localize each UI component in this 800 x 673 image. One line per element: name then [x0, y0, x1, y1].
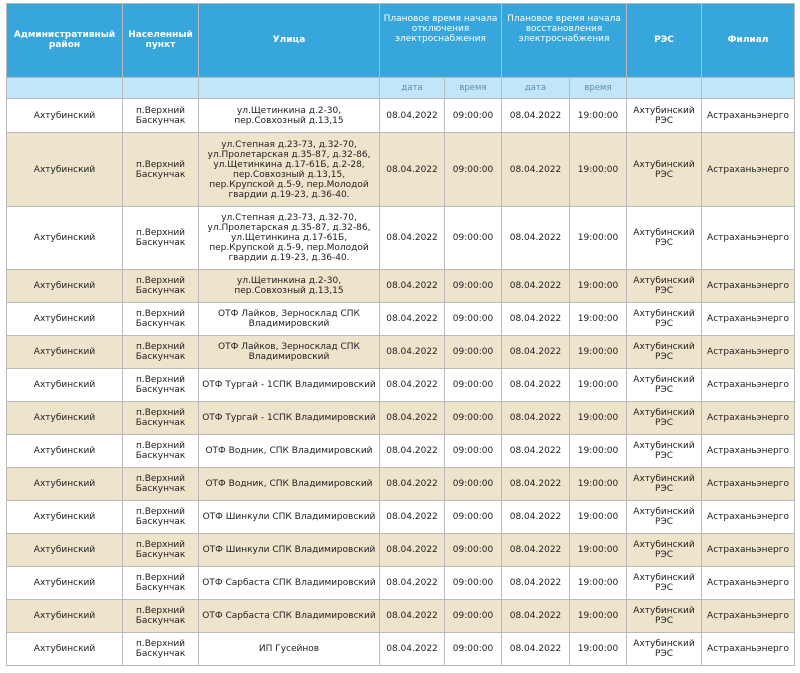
- cell-branch: Астраханьэнерго: [702, 133, 795, 207]
- cell-street: ОТФ Водник, СПК Владимировский: [199, 435, 380, 468]
- header-row: [7, 4, 795, 78]
- cell-on-date: 08.04.2022: [502, 468, 570, 501]
- cell-on-date: 08.04.2022: [502, 270, 570, 303]
- cell-locality: п.Верхний Баскунчак: [123, 501, 199, 534]
- cell-branch: Астраханьэнерго: [702, 369, 795, 402]
- cell-off-time: 09:00:00: [445, 600, 502, 633]
- cell-on-time: 19:00:00: [570, 468, 627, 501]
- cell-res: Ахтубинский РЭС: [627, 468, 702, 501]
- cell-locality: п.Верхний Баскунчак: [123, 633, 199, 666]
- cell-district: Ахтубинский: [7, 501, 123, 534]
- cell-off-time: 09:00:00: [445, 402, 502, 435]
- cell-locality: п.Верхний Баскунчак: [123, 567, 199, 600]
- cell-branch: Астраханьэнерго: [702, 303, 795, 336]
- cell-street: ОТФ Сарбаста СПК Владимировский: [199, 600, 380, 633]
- cell-off-date: 08.04.2022: [380, 567, 445, 600]
- table-row: [7, 633, 795, 666]
- cell-locality: п.Верхний Баскунчак: [123, 270, 199, 303]
- cell-on-date: 08.04.2022: [502, 402, 570, 435]
- cell-street: ИП Гусейнов: [199, 633, 380, 666]
- table-row: [7, 468, 795, 501]
- table-row: [7, 270, 795, 303]
- cell-off-time: 09:00:00: [445, 633, 502, 666]
- subheader-row: [7, 78, 795, 99]
- cell-on-date: 08.04.2022: [502, 633, 570, 666]
- cell-street: ОТФ Шинкули СПК Владимировский: [199, 501, 380, 534]
- cell-district: Ахтубинский: [7, 633, 123, 666]
- table-row: [7, 600, 795, 633]
- cell-off-time: 09:00:00: [445, 435, 502, 468]
- table-row: [7, 303, 795, 336]
- cell-street: ОТФ Тургай - 1СПК Владимировский: [199, 369, 380, 402]
- cell-locality: п.Верхний Баскунчак: [123, 336, 199, 369]
- table-row: [7, 133, 795, 207]
- cell-locality: п.Верхний Баскунчак: [123, 600, 199, 633]
- header-off-time: Плановое время начала отключения электроснабжения: [380, 4, 502, 78]
- cell-locality: п.Верхний Баскунчак: [123, 303, 199, 336]
- cell-street: ОТФ Водник, СПК Владимировский: [199, 468, 380, 501]
- cell-res: Ахтубинский РЭС: [627, 501, 702, 534]
- cell-off-date: 08.04.2022: [380, 303, 445, 336]
- cell-off-time: 09:00:00: [445, 567, 502, 600]
- cell-on-time: 19:00:00: [570, 501, 627, 534]
- cell-branch: Астраханьэнерго: [702, 270, 795, 303]
- cell-branch: Астраханьэнерго: [702, 567, 795, 600]
- cell-off-date: 08.04.2022: [380, 336, 445, 369]
- cell-locality: п.Верхний Баскунчак: [123, 468, 199, 501]
- header-res: РЭС: [627, 4, 702, 78]
- cell-res: Ахтубинский РЭС: [627, 336, 702, 369]
- cell-off-time: 09:00:00: [445, 501, 502, 534]
- cell-branch: Астраханьэнерго: [702, 99, 795, 133]
- cell-off-time: 09:00:00: [445, 336, 502, 369]
- cell-res: Ахтубинский РЭС: [627, 633, 702, 666]
- cell-branch: Астраханьэнерго: [702, 468, 795, 501]
- cell-res: Ахтубинский РЭС: [627, 369, 702, 402]
- cell-on-date: 08.04.2022: [502, 600, 570, 633]
- cell-district: Ахтубинский: [7, 567, 123, 600]
- cell-district: Ахтубинский: [7, 369, 123, 402]
- cell-street: ОТФ Лайков, Зерносклад СПК Владимировский: [199, 336, 380, 369]
- cell-off-time: 09:00:00: [445, 99, 502, 133]
- cell-off-time: 09:00:00: [445, 270, 502, 303]
- cell-on-time: 19:00:00: [570, 133, 627, 207]
- cell-branch: Астраханьэнерго: [702, 336, 795, 369]
- cell-on-time: 19:00:00: [570, 600, 627, 633]
- cell-on-time: 19:00:00: [570, 435, 627, 468]
- cell-locality: п.Верхний Баскунчак: [123, 534, 199, 567]
- cell-res: Ахтубинский РЭС: [627, 133, 702, 207]
- subheader-off-time: время: [445, 78, 502, 99]
- cell-district: Ахтубинский: [7, 336, 123, 369]
- table-row: [7, 567, 795, 600]
- cell-locality: п.Верхний Баскунчак: [123, 435, 199, 468]
- cell-district: Ахтубинский: [7, 468, 123, 501]
- subheader-on-time: время: [570, 78, 627, 99]
- cell-district: Ахтубинский: [7, 133, 123, 207]
- table-row: [7, 369, 795, 402]
- cell-street: ОТФ Шинкули СПК Владимировский: [199, 534, 380, 567]
- cell-res: Ахтубинский РЭС: [627, 567, 702, 600]
- cell-branch: Астраханьэнерго: [702, 207, 795, 270]
- header-restore-time: Плановое время начала восстановления электроснабжения: [502, 4, 627, 78]
- subheader-empty: [123, 78, 199, 99]
- subheader-empty: [702, 78, 795, 99]
- cell-street: ул.Степная д.23-73, д.32-70, ул.Пролетарская д.35-87, д.32-86, ул.Щетинкина д.17-61Б, пер.Крупской д.5-9, пер.Молодой гвардии д.19-23, д.36-40.: [199, 207, 380, 270]
- cell-district: Ахтубинский: [7, 207, 123, 270]
- table-body: [7, 99, 795, 666]
- cell-locality: п.Верхний Баскунчак: [123, 369, 199, 402]
- cell-district: Ахтубинский: [7, 435, 123, 468]
- cell-res: Ахтубинский РЭС: [627, 270, 702, 303]
- outage-schedule-table: [6, 3, 795, 666]
- table-row: [7, 207, 795, 270]
- cell-district: Ахтубинский: [7, 270, 123, 303]
- cell-branch: Астраханьэнерго: [702, 633, 795, 666]
- cell-res: Ахтубинский РЭС: [627, 207, 702, 270]
- cell-branch: Астраханьэнерго: [702, 501, 795, 534]
- table-row: [7, 435, 795, 468]
- cell-locality: п.Верхний Баскунчак: [123, 207, 199, 270]
- cell-district: Ахтубинский: [7, 99, 123, 133]
- cell-on-date: 08.04.2022: [502, 336, 570, 369]
- cell-street: ОТФ Лайков, Зерносклад СПК Владимировский: [199, 303, 380, 336]
- cell-on-time: 19:00:00: [570, 567, 627, 600]
- cell-off-time: 09:00:00: [445, 207, 502, 270]
- cell-locality: п.Верхний Баскунчак: [123, 99, 199, 133]
- cell-on-date: 08.04.2022: [502, 567, 570, 600]
- cell-on-date: 08.04.2022: [502, 501, 570, 534]
- cell-off-date: 08.04.2022: [380, 402, 445, 435]
- cell-on-date: 08.04.2022: [502, 133, 570, 207]
- table-row: [7, 402, 795, 435]
- table-row: [7, 336, 795, 369]
- cell-off-time: 09:00:00: [445, 534, 502, 567]
- subheader-empty: [199, 78, 380, 99]
- cell-on-date: 08.04.2022: [502, 435, 570, 468]
- cell-res: Ахтубинский РЭС: [627, 402, 702, 435]
- table-row: [7, 534, 795, 567]
- cell-off-date: 08.04.2022: [380, 207, 445, 270]
- header-locality: Населенный пункт: [123, 4, 199, 78]
- cell-res: Ахтубинский РЭС: [627, 600, 702, 633]
- cell-locality: п.Верхний Баскунчак: [123, 133, 199, 207]
- cell-street: ул.Щетинкина д.2-30, пер.Совхозный д.13,15: [199, 270, 380, 303]
- cell-on-date: 08.04.2022: [502, 369, 570, 402]
- cell-res: Ахтубинский РЭС: [627, 435, 702, 468]
- cell-on-time: 19:00:00: [570, 534, 627, 567]
- cell-on-time: 19:00:00: [570, 633, 627, 666]
- cell-on-time: 19:00:00: [570, 369, 627, 402]
- cell-branch: Астраханьэнерго: [702, 435, 795, 468]
- cell-branch: Астраханьэнерго: [702, 402, 795, 435]
- cell-on-time: 19:00:00: [570, 207, 627, 270]
- table-row: [7, 99, 795, 133]
- cell-on-time: 19:00:00: [570, 270, 627, 303]
- cell-on-time: 19:00:00: [570, 99, 627, 133]
- cell-off-date: 08.04.2022: [380, 633, 445, 666]
- cell-off-date: 08.04.2022: [380, 600, 445, 633]
- cell-on-date: 08.04.2022: [502, 534, 570, 567]
- cell-street: ул.Степная д.23-73, д.32-70, ул.Пролетарская д.35-87, д.32-86, ул.Щетинкина д.17-61Б, д.2-28, пер.Совхозный д.13,15, пер.Крупской д.5-9, пер.Молодой гвардии д.19-23, д.36-40.: [199, 133, 380, 207]
- cell-off-date: 08.04.2022: [380, 501, 445, 534]
- cell-off-date: 08.04.2022: [380, 534, 445, 567]
- cell-on-date: 08.04.2022: [502, 303, 570, 336]
- cell-off-date: 08.04.2022: [380, 435, 445, 468]
- cell-on-time: 19:00:00: [570, 402, 627, 435]
- subheader-empty: [627, 78, 702, 99]
- cell-off-time: 09:00:00: [445, 133, 502, 207]
- cell-district: Ахтубинский: [7, 402, 123, 435]
- subheader-on-date: дата: [502, 78, 570, 99]
- table-row: [7, 501, 795, 534]
- cell-branch: Астраханьэнерго: [702, 534, 795, 567]
- cell-on-date: 08.04.2022: [502, 99, 570, 133]
- subheader-empty: [7, 78, 123, 99]
- cell-off-time: 09:00:00: [445, 369, 502, 402]
- cell-branch: Астраханьэнерго: [702, 600, 795, 633]
- cell-res: Ахтубинский РЭС: [627, 99, 702, 133]
- header-branch: Филиал: [702, 4, 795, 78]
- cell-district: Ахтубинский: [7, 303, 123, 336]
- cell-off-date: 08.04.2022: [380, 369, 445, 402]
- cell-off-date: 08.04.2022: [380, 133, 445, 207]
- cell-street: ул.Щетинкина д.2-30, пер.Совхозный д.13,15: [199, 99, 380, 133]
- header-street: Улица: [199, 4, 380, 78]
- cell-res: Ахтубинский РЭС: [627, 303, 702, 336]
- cell-on-time: 19:00:00: [570, 303, 627, 336]
- cell-off-date: 08.04.2022: [380, 270, 445, 303]
- header-district: Административный район: [7, 4, 123, 78]
- cell-district: Ахтубинский: [7, 600, 123, 633]
- cell-on-time: 19:00:00: [570, 336, 627, 369]
- cell-off-date: 08.04.2022: [380, 468, 445, 501]
- cell-off-time: 09:00:00: [445, 303, 502, 336]
- cell-street: ОТФ Сарбаста СПК Владимировский: [199, 567, 380, 600]
- cell-on-date: 08.04.2022: [502, 207, 570, 270]
- cell-off-date: 08.04.2022: [380, 99, 445, 133]
- cell-off-time: 09:00:00: [445, 468, 502, 501]
- cell-street: ОТФ Тургай - 1СПК Владимировский: [199, 402, 380, 435]
- cell-locality: п.Верхний Баскунчак: [123, 402, 199, 435]
- cell-district: Ахтубинский: [7, 534, 123, 567]
- subheader-off-date: дата: [380, 78, 445, 99]
- cell-res: Ахтубинский РЭС: [627, 534, 702, 567]
